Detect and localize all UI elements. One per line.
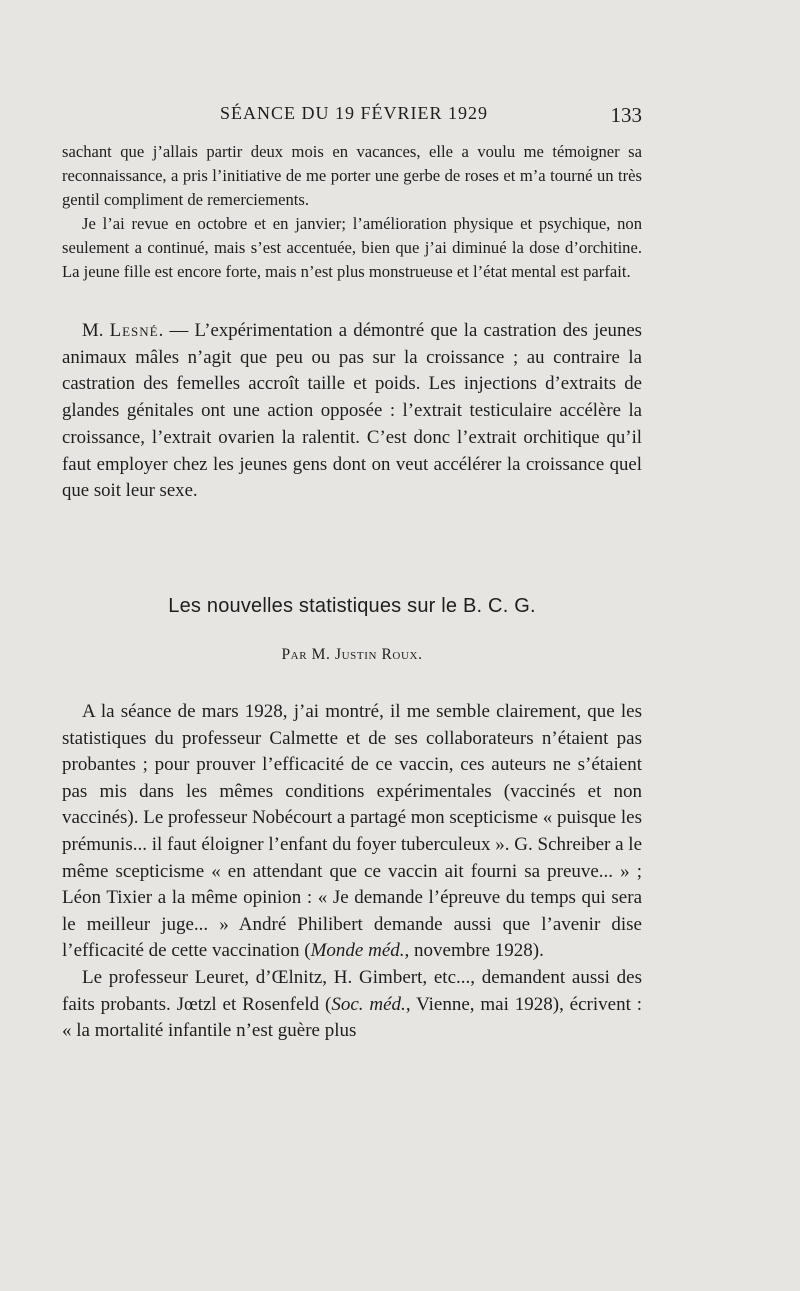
text-run: A la séance de mars 1928, j’ai montré, il me semble clairement, que les statistiques du professeur Calmette et de ses collaborateurs n’étaient pas probantes ; pour prouver l’efficacité de ce vaccin, ces auteurs ne s’étaient pas mis dans les mêmes conditions expérimentales (vaccinés et non vaccinés). Le professeur Nobécourt a partagé mon scepticisme « puisque les prémunis... il faut éloigner l’enfant du foyer tuberculeux ». G. Schreiber a le même scepticisme « en attendant que ce vaccin ait fourni sa preuve... » ; Léon Tixier a la même opinion : « Je demande l’épreuve du temps qui sera le meilleur juge... » André Philibert demande aussi que l’avenir dise l’efficacité de cette vaccination ( — [62, 701, 642, 962]
author-name: Justin Roux — [334, 646, 419, 663]
text-run: Le professeur Leuret, d’Œlnitz, H. Gimbert, etc..., demandent aussi des faits probants. Jœtzl et Rosenfeld ( — [62, 966, 642, 1015]
citation: Monde méd. — [310, 940, 405, 962]
text-run: , Vienne, mai 1928), écrivent : « la mortalité infantile n’est guère plus — [62, 993, 642, 1042]
byline — [62, 646, 642, 664]
paragraph — [62, 699, 642, 965]
speaker-prefix: M. — [82, 320, 104, 341]
article-title: Les nouvelles statistiques sur le B. C. G. — [168, 595, 536, 617]
paragraph — [62, 965, 642, 1045]
discussion-lesne — [62, 318, 642, 505]
case-report-continuation — [62, 140, 642, 285]
byline-suffix: . — [418, 646, 423, 663]
byline-prefix: Par M. — [281, 646, 331, 663]
speaker-name: Lesné — [109, 320, 159, 341]
page-number: 133 — [610, 103, 642, 127]
paragraph: sachant que j’allais partir deux mois en vacances, elle a voulu me témoigner sa reconnaissance, a pris l’initiative de me porter une gerbe de roses et m’a tourné un très gentil compliment de remerciements. — [62, 142, 642, 210]
paragraph: Je l’ai revue en octobre et en janvier; l’amélioration physique et psychique, non seulement a continué, mais s’est accentuée, bien que j’ai diminué la dose d’orchitine. La jeune fille est encore forte, mais n’est plus monstrueuse et l’état mental est parfait. — [62, 214, 642, 282]
article-body — [62, 699, 642, 1045]
running-title: SÉANCE DU 19 FÉVRIER 1929 — [220, 103, 489, 123]
paragraph — [62, 318, 642, 505]
running-head — [62, 103, 642, 133]
text-run: , novembre 1928). — [404, 940, 544, 962]
citation: Soc. méd. — [331, 993, 406, 1015]
discussion-text: . — L’expérimentation a démontré que la castration des jeunes animaux mâles n’agit que peu ou pas sur la croissance ; au contraire la castration des femelles accroît taille et poids. Les injections d’extraits de glandes génitales ont une action opposée : l’extrait testiculaire accélère la croissance, l’extrait ovarien la ralentit. C’est donc l’extrait orchitique qu’il faut employer chez les jeunes gens dont on veut accélérer la croissance quel que soit leur sexe. — [62, 320, 642, 502]
